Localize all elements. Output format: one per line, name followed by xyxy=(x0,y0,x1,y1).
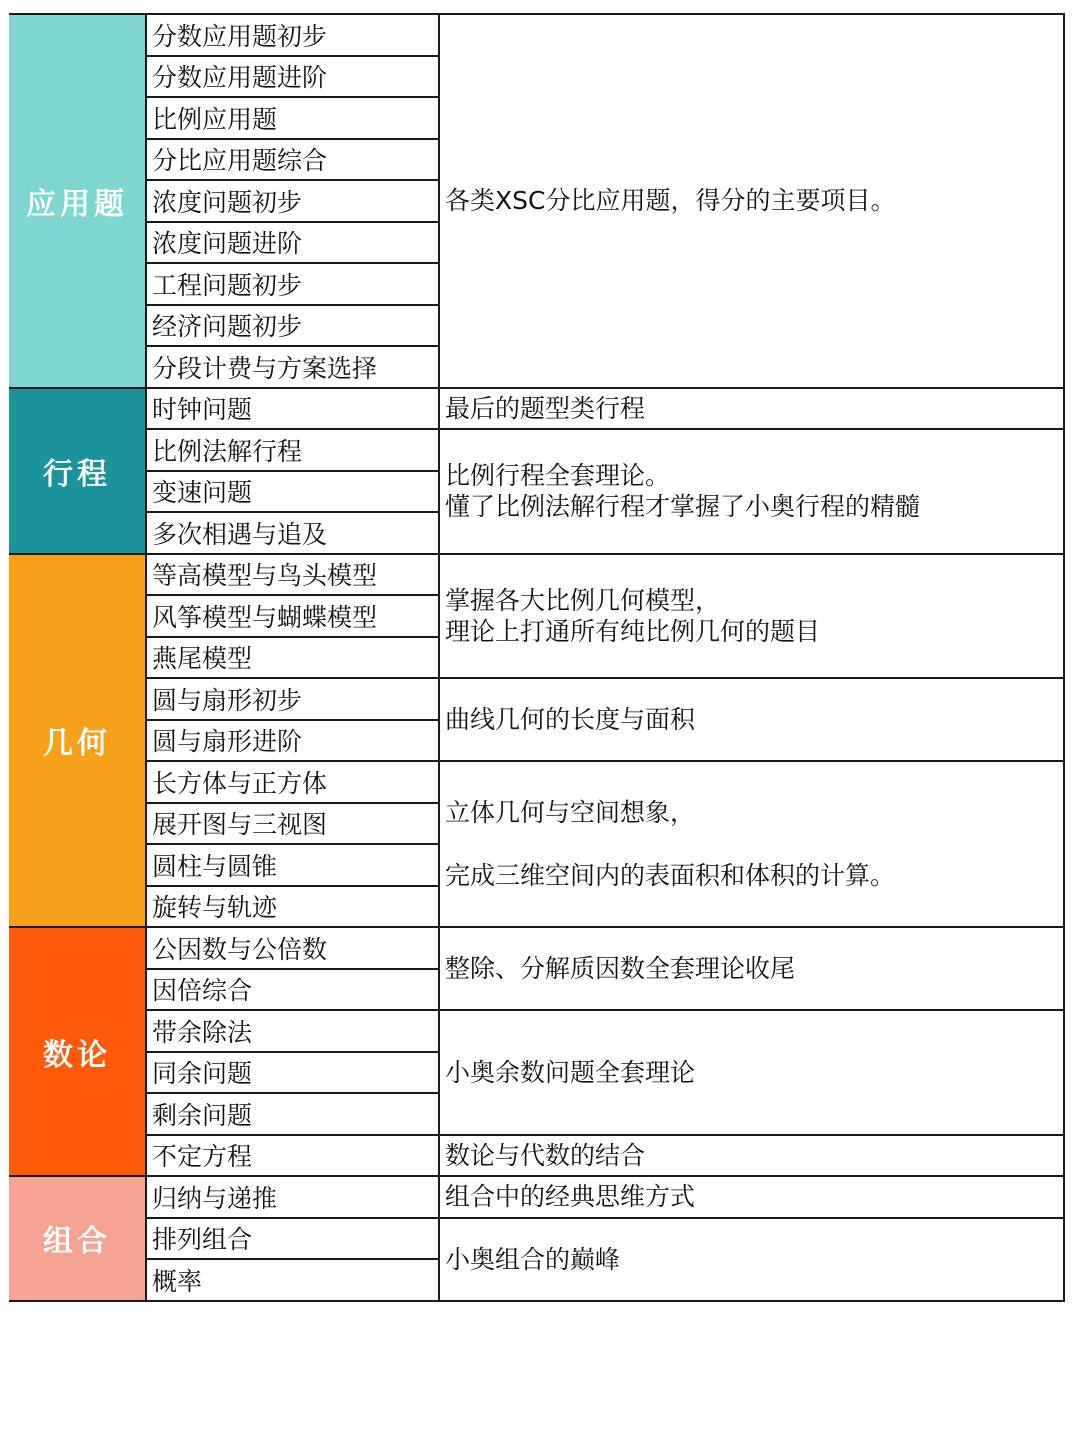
table-row xyxy=(9,1010,1064,1052)
topic-cell: 变速问题 xyxy=(146,471,439,513)
category-cell-number-theory: 数论 xyxy=(9,927,146,1176)
description-line: 掌握各大比例几何模型， xyxy=(445,585,721,615)
description-line: 最后的题型类行程 xyxy=(445,393,646,423)
description-line: 小奥组合的巅峰 xyxy=(445,1244,621,1274)
table-row xyxy=(9,761,1064,803)
topic-cell: 工程问题初步 xyxy=(146,263,439,305)
description-cell xyxy=(439,554,1064,679)
description-line: 组合中的经典思维方式 xyxy=(445,1182,696,1212)
topic-cell: 分数应用题进阶 xyxy=(146,56,439,98)
topic-cell: 圆与扇形初步 xyxy=(146,678,439,720)
table-row xyxy=(9,429,1064,471)
category-cell-combinatorics: 组合 xyxy=(9,1176,146,1301)
topic-cell: 不定方程 xyxy=(146,1135,439,1177)
topic-cell: 圆与扇形进阶 xyxy=(146,720,439,762)
topic-cell: 时钟问题 xyxy=(146,388,439,430)
topic-cell: 风筝模型与蝴蝶模型 xyxy=(146,595,439,637)
topic-cell: 燕尾模型 xyxy=(146,637,439,679)
table-row xyxy=(9,927,1064,969)
description-cell xyxy=(439,1010,1064,1135)
table-row xyxy=(9,1176,1064,1218)
description-line: 立体几何与空间想象， xyxy=(445,798,696,827)
topic-cell: 比例应用题 xyxy=(146,97,439,139)
description-line: 理论上打通所有纯比例几何的题目 xyxy=(445,616,821,646)
topic-cell: 因倍综合 xyxy=(146,969,439,1011)
description-cell xyxy=(439,761,1064,927)
topic-cell: 概率 xyxy=(146,1259,439,1301)
topic-cell: 浓度问题初步 xyxy=(146,180,439,222)
topic-cell: 归纳与递推 xyxy=(146,1176,439,1218)
description-line: 懂了比例法解行程才掌握了小奥行程的精髓 xyxy=(445,492,921,522)
topic-cell: 公因数与公倍数 xyxy=(146,927,439,969)
description-cell xyxy=(439,429,1064,554)
topic-cell: 剩余问题 xyxy=(146,1093,439,1135)
description-cell xyxy=(439,1135,1064,1177)
topic-cell: 等高模型与鸟头模型 xyxy=(146,554,439,596)
category-cell-geometry: 几何 xyxy=(9,554,146,928)
topic-cell: 多次相遇与追及 xyxy=(146,512,439,554)
topic-cell: 经济问题初步 xyxy=(146,305,439,347)
description-cell xyxy=(439,14,1064,388)
table-row xyxy=(9,1135,1064,1177)
description-line: 小奥余数问题全套理论 xyxy=(445,1057,696,1087)
description-line: 完成三维空间内的表面积和体积的计算。 xyxy=(445,861,896,890)
description-line: 整除、分解质因数全套理论收尾 xyxy=(445,954,796,983)
description-line: 各类XSC分比应用题，得分的主要项目。 xyxy=(445,186,896,216)
description-cell xyxy=(439,678,1064,761)
description-spacer xyxy=(445,828,1063,860)
table-row xyxy=(9,554,1064,596)
table-row xyxy=(9,678,1064,720)
topic-cell: 展开图与三视图 xyxy=(146,803,439,845)
topic-cell: 浓度问题进阶 xyxy=(146,222,439,264)
topic-cell: 圆柱与圆锥 xyxy=(146,844,439,886)
topic-cell: 带余除法 xyxy=(146,1010,439,1052)
description-cell xyxy=(439,927,1064,1010)
description-cell xyxy=(439,388,1064,430)
topic-cell: 排列组合 xyxy=(146,1218,439,1260)
topic-cell: 同余问题 xyxy=(146,1052,439,1094)
table-row xyxy=(9,14,1064,56)
description-line: 数论与代数的结合 xyxy=(445,1140,646,1170)
category-cell-travel: 行程 xyxy=(9,388,146,554)
topic-cell: 分数应用题初步 xyxy=(146,14,439,56)
table-row xyxy=(9,388,1064,430)
table-row xyxy=(9,1218,1064,1260)
curriculum-table xyxy=(9,13,1065,1302)
topic-cell: 旋转与轨迹 xyxy=(146,886,439,928)
description-line: 曲线几何的长度与面积 xyxy=(445,705,696,734)
topic-cell: 分比应用题综合 xyxy=(146,139,439,181)
description-cell xyxy=(439,1218,1064,1301)
category-cell-applications: 应用题 xyxy=(9,14,146,388)
topic-cell: 分段计费与方案选择 xyxy=(146,346,439,388)
description-cell xyxy=(439,1176,1064,1218)
description-line: 比例行程全套理论。 xyxy=(445,461,671,491)
topic-cell: 比例法解行程 xyxy=(146,429,439,471)
topic-cell: 长方体与正方体 xyxy=(146,761,439,803)
